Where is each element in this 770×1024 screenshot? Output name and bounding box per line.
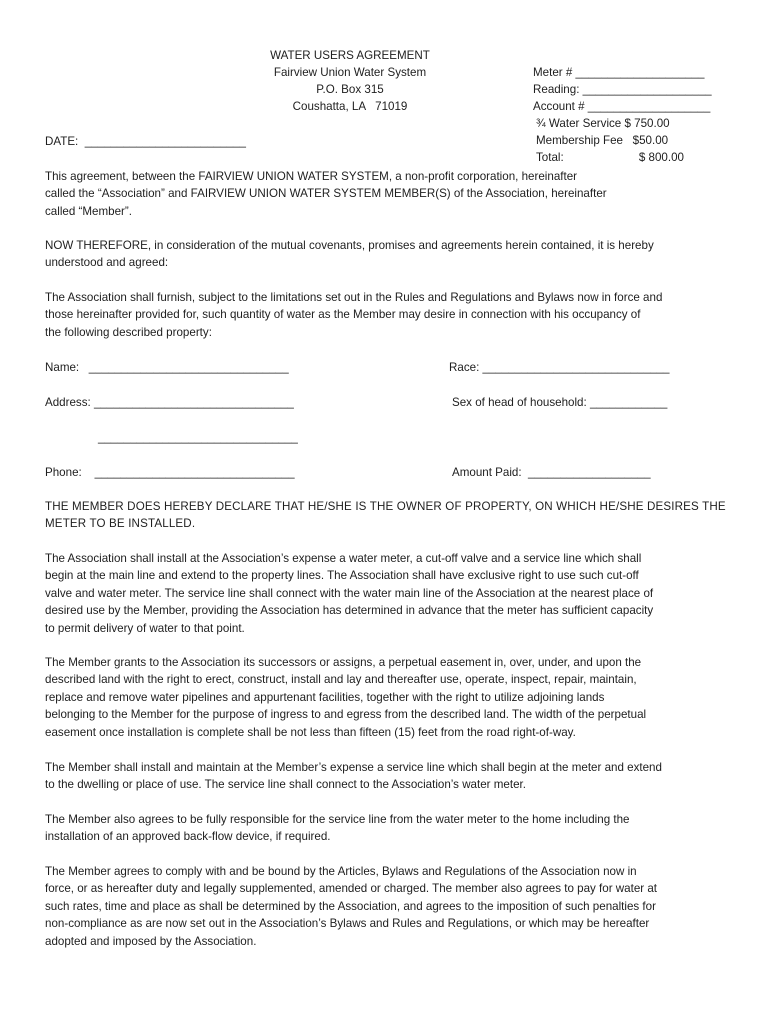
responsible-paragraph xyxy=(45,811,727,846)
sex-field: Sex of head of household: ____________ xyxy=(452,396,668,409)
amount-paid-field: Amount Paid: ___________________ xyxy=(452,466,651,479)
meter-number-field: Meter # ____________________ xyxy=(533,66,705,79)
text-line: replace and remove water pipelines and appurtenant facilities, together with the right to utilize adjoining lands xyxy=(45,690,605,704)
document-title: WATER USERS AGREEMENT xyxy=(270,49,430,62)
maintain-paragraph xyxy=(45,759,727,794)
membership-fee: Membership Fee $50.00 xyxy=(536,134,669,147)
text-line: valve and water meter. The service line shall connect with the water main line of the Association at the nearest place of xyxy=(45,586,654,600)
organization-name: Fairview Union Water System xyxy=(273,66,427,79)
text-line: to permit delivery of water to that point. xyxy=(45,621,245,635)
text-line: The Member also agrees to be fully responsible for the service line from the water meter to the home including the xyxy=(45,813,630,826)
date-field: DATE: _________________________ xyxy=(45,135,246,148)
text-line: METER TO BE INSTALLED. xyxy=(45,517,196,531)
text-line: to the dwelling or place of use. The service line shall connect to the Association’s water meter. xyxy=(45,778,526,792)
text-line: desired use by the Member, providing the Association has determined in advance that the meter has sufficient capacity xyxy=(45,604,654,618)
text-line: adopted and imposed by the Association. xyxy=(45,934,257,948)
text-line: NOW THEREFORE, in consideration of the mutual covenants, promises and agreements herein contained, it is hereby xyxy=(45,239,654,252)
text-line: The Member agrees to comply with and be bound by the Articles, Bylaws and Regulations of the Association now in xyxy=(45,865,637,878)
text-line: belonging to the Member for the purpose of ingress to and egress from the described land. The width of the perpetual xyxy=(45,708,647,722)
total-row xyxy=(536,149,684,166)
easement-paragraph xyxy=(45,654,727,741)
now-therefore-paragraph xyxy=(45,237,727,272)
text-line: the following described property: xyxy=(45,325,212,339)
address-line-2: _______________________________ xyxy=(98,431,298,444)
install-paragraph xyxy=(45,550,727,637)
text-line: called “Member”. xyxy=(45,204,132,218)
address-field: Address: _______________________________ xyxy=(45,396,294,409)
water-service-fee: ¾ Water Service $ 750.00 xyxy=(536,117,670,130)
text-line: such rates, time and place as shall be determined by the Association, and agrees to the imposition of such penalties for xyxy=(45,899,656,913)
total-value: $ 800.00 xyxy=(638,151,684,164)
text-line: called the “Association” and FAIRVIEW UNION WATER SYSTEM MEMBER(S) of the Association, hereinafter xyxy=(45,187,607,201)
text-line: non-compliance as are now set out in the Association’s Bylaws and Rules and Regulations, or which may be hereafter xyxy=(45,917,650,931)
text-line: force, or as hereafter duty and legally supplemented, amended or charged. The member also agrees to pay for water at xyxy=(45,882,658,896)
comply-paragraph xyxy=(45,863,727,950)
text-line: described land with the right to erect, construct, install and lay and thereafter use, operate, inspect, repair, maintain, xyxy=(45,673,637,687)
declaration-paragraph xyxy=(45,498,727,533)
text-line: those hereinafter provided for, such quantity of water as the Member may desire in connection with his occupancy of xyxy=(45,308,641,322)
phone-field: Phone: _______________________________ xyxy=(45,466,295,479)
total-label: Total: xyxy=(536,151,564,164)
po-box: P.O. Box 315 xyxy=(316,83,384,96)
account-number-field: Account # ___________________ xyxy=(533,100,711,113)
furnish-paragraph xyxy=(45,289,727,341)
name-field: Name: _______________________________ xyxy=(45,361,289,374)
text-line: The Member grants to the Association its successors or assigns, a perpetual easement in, over, under, and upon the xyxy=(45,656,642,669)
city-address: Coushatta, LA 71019 xyxy=(292,100,408,113)
race-field: Race: _____________________________ xyxy=(449,361,670,374)
text-line: The Association shall furnish, subject to the limitations set out in the Rules and Regulations and Bylaws now in force and xyxy=(45,291,663,304)
text-line: The Association shall install at the Association’s expense a water meter, a cut-off valve and a service line which shall xyxy=(45,552,642,565)
text-line: THE MEMBER DOES HEREBY DECLARE THAT HE/SHE IS THE OWNER OF PROPERTY, ON WHICH HE/SHE DESIRES THE xyxy=(45,500,726,513)
text-line: easement once installation is complete shall be not less than fifteen (15) feet from the road right-of-way. xyxy=(45,725,576,739)
text-line: installation of an approved back-flow device, if required. xyxy=(45,830,331,844)
text-line: The Member shall install and maintain at the Member’s expense a service line which shall begin at the meter and extend xyxy=(45,761,662,774)
text-line: This agreement, between the FAIRVIEW UNION WATER SYSTEM, a non-profit corporation, hereinafter xyxy=(45,170,578,183)
reading-field: Reading: ____________________ xyxy=(533,83,712,96)
intro-paragraph xyxy=(45,168,727,220)
text-line: begin at the main line and extend to the property lines. The Association shall have exclusive right to use such cut-off xyxy=(45,569,639,583)
text-line: understood and agreed: xyxy=(45,256,169,270)
